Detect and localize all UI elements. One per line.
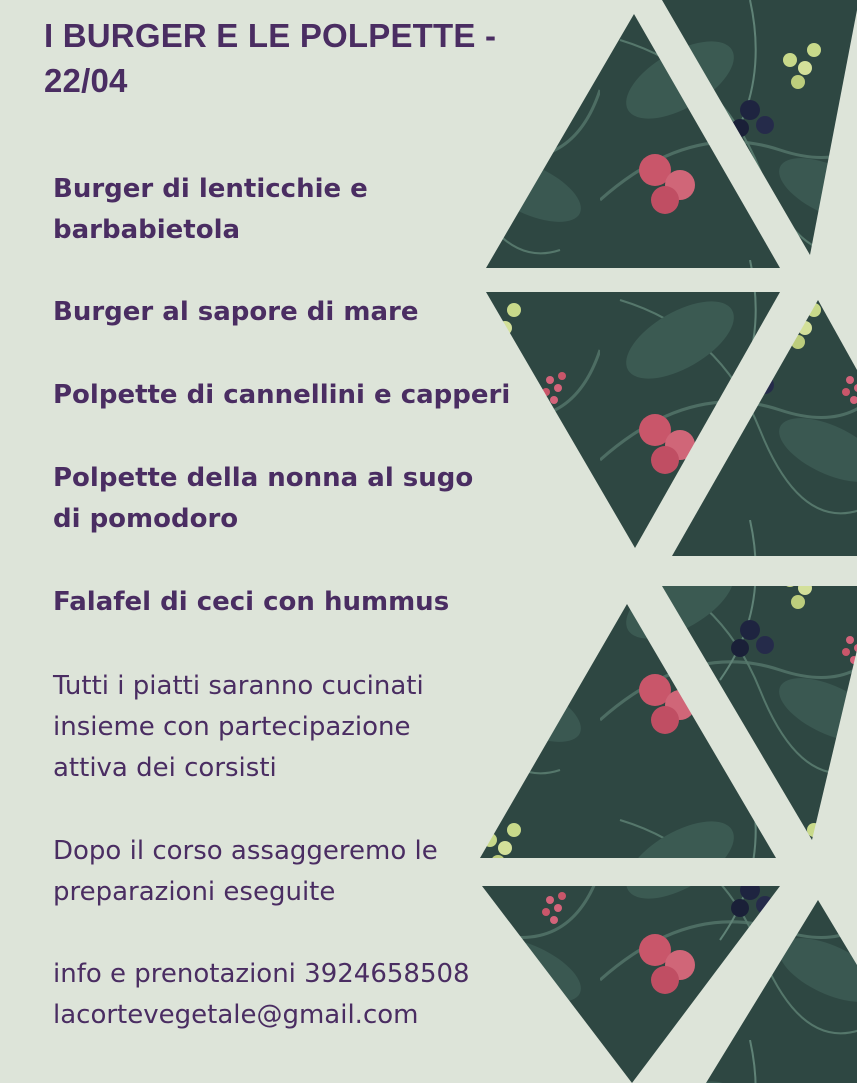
menu-item-burger-lenticchie: Burger di lenticchie e barbabietola bbox=[53, 174, 368, 245]
cooking-note: Tutti i piatti saranno cucinati insieme con partecipazione attiva dei corsisti bbox=[53, 671, 424, 783]
menu-item-polpette-nonna: Polpette della nonna al sugo di pomodoro bbox=[53, 463, 474, 534]
contact-info: info e prenotazioni 3924658508 bbox=[53, 959, 470, 989]
contact-email[interactable]: lacortevegetale@gmail.com bbox=[53, 1000, 419, 1030]
menu-item-falafel: Falafel di ceci con hummus bbox=[53, 587, 450, 617]
menu-item-polpette-cannellini: Polpette di cannellini e capperi bbox=[53, 380, 511, 410]
page-title: I BURGER E LE POLPETTE - 22/04 bbox=[44, 17, 497, 99]
tasting-note: Dopo il corso assaggeremo le preparazioni eseguite bbox=[53, 836, 438, 907]
menu-item-burger-mare: Burger al sapore di mare bbox=[53, 297, 419, 327]
